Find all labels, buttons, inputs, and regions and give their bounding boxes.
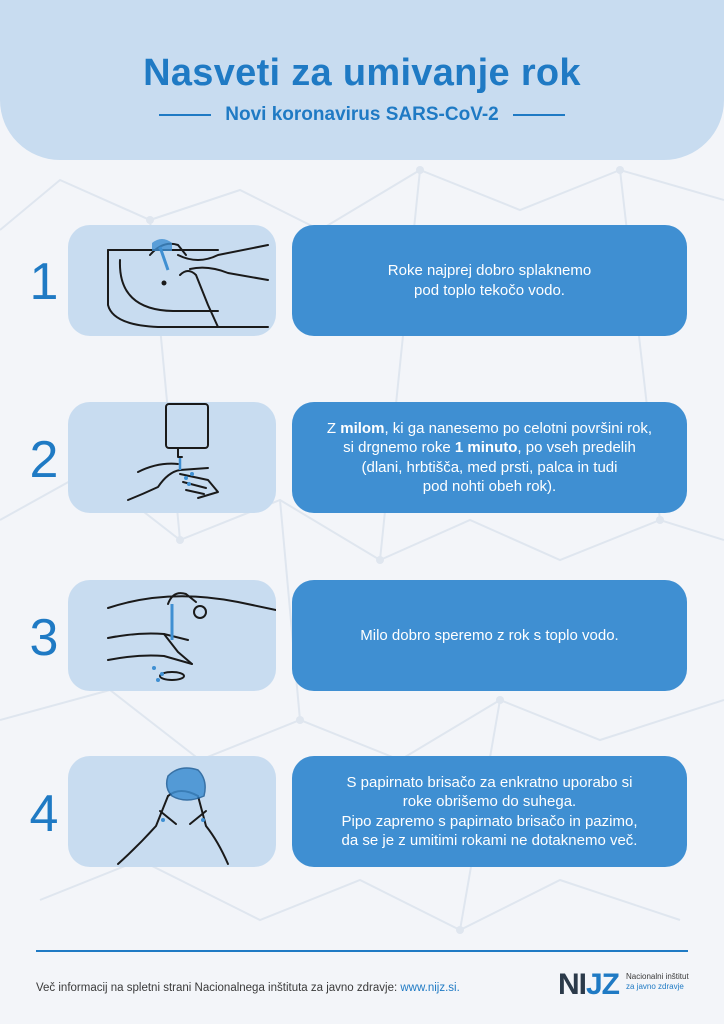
page-subtitle: Novi koronavirus SARS-CoV-2	[225, 104, 499, 125]
logo-caption: Nacionalni inštitut za javno zdravje	[626, 972, 689, 991]
step-4-illustration	[68, 756, 276, 867]
soap-dispenser-hands-icon	[68, 402, 276, 513]
footer-info: Več informacij na spletni strani Nacionalnega inštituta za javno zdravje: www.nijz.si.	[36, 982, 460, 994]
page-title: Nasveti za umivanje rok	[143, 52, 581, 94]
step-1-text: Roke najprej dobro splaknemo pod toplo tekočo vodo.	[387, 262, 592, 299]
step-4-card	[292, 756, 687, 867]
faucet-rinse-hands-icon	[68, 225, 276, 336]
subtitle-divider-left	[159, 114, 211, 116]
header-banner	[0, 0, 724, 160]
footer-website-link[interactable]: www.nijz.si.	[400, 982, 460, 994]
step-2-card	[292, 402, 687, 513]
subtitle-row	[0, 104, 724, 126]
step-1-card	[292, 225, 687, 336]
step-2-number: 2	[29, 431, 59, 489]
step-3-text: Milo dobro speremo z rok s toplo vodo.	[360, 626, 619, 644]
paper-towel-dry-hands-icon	[68, 756, 276, 867]
rinse-soap-off-icon	[68, 580, 276, 691]
step-4-number: 4	[29, 785, 59, 843]
step-1-illustration	[68, 225, 276, 336]
footer-divider	[36, 950, 688, 952]
step-1-number: 1	[29, 253, 59, 311]
step-4-text: S papirnato brisačo za enkratno uporabo si roke obrišemo do suhega. Pipo zapremo s papirnato brisačo in pazimo, da se je z umitimi rokami ne dotaknemo več.	[341, 773, 638, 849]
subtitle-divider-right	[513, 114, 565, 116]
step-3-card	[292, 580, 687, 691]
logo-mark: NIJZ	[558, 968, 620, 1001]
nijz-logo	[558, 966, 698, 1006]
step-3-number: 3	[29, 609, 59, 667]
step-3-illustration	[68, 580, 276, 691]
step-2-text: Z milom, ki ga nanesemo po celotni površini rok, si drgnemo roke 1 minuto, po vseh predelih (dlani, hrbtišča, med prsti, palca in tudi pod nohti obeh rok).	[326, 419, 653, 495]
step-2-illustration	[68, 402, 276, 513]
